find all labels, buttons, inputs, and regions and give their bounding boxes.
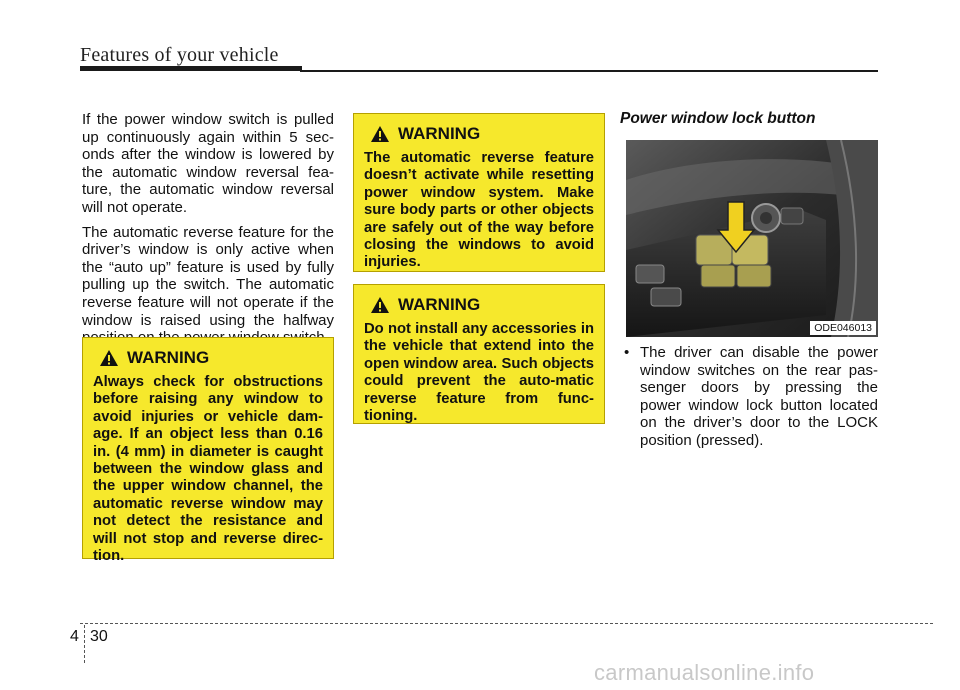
warning-box-obstructions — [82, 337, 334, 565]
header-title: Features of your vehicle — [80, 44, 279, 66]
watermark: carmanualsonline.info — [594, 660, 815, 685]
warning-header — [370, 295, 594, 315]
bullet-dot: • — [624, 344, 630, 361]
lock-button-bullet — [624, 344, 878, 450]
bullet-text: The driver can disable the power window switches on the rear pas-senger doors by pressing the power window lock button located on the driver’s door to the LOCK position (pressed). — [640, 344, 878, 449]
warning-text: The automatic reverse feature doesn’t activate while resetting power window system. Make sure body parts or other objects are safely out of the way before closing the windows to avoid injuries. — [364, 150, 594, 271]
page-number: 30 — [90, 628, 108, 645]
warning-triangle-icon — [370, 125, 390, 143]
image-code-label: ODE046013 — [810, 321, 876, 335]
warning-text: Do not install any accessories in the vehicle that extend into the open window area. Such objects could prevent the auto-matic reverse feature from func-tioning. — [364, 321, 594, 425]
warning-title: WARNING — [398, 295, 481, 314]
paragraph-auto-reverse-timeout: If the power window switch is pulled up continuously again within 5 sec-onds after the window is lowered by the automatic window reversal fea-ture, the automatic window reversal will not operate. — [82, 111, 334, 216]
warning-header — [99, 348, 323, 368]
header-rule-thick — [80, 66, 302, 71]
warning-box-accessories — [353, 284, 605, 424]
warning-text: Always check for obstructions before raising any window to avoid injuries or vehicle dam-age. If an object less than 0.16 in. (4 mm) in diameter is caught between the window glass and the upper window channel, the automatic reverse window may not detect the resistance and will not stop and reverse direc-tion. — [93, 374, 323, 565]
footer-rule — [80, 623, 933, 624]
chapter-number: 4 — [70, 628, 79, 645]
warning-box-resetting — [353, 113, 605, 272]
section-title: Power window lock button — [620, 110, 816, 127]
footer-divider — [84, 625, 85, 663]
header-rule-thin — [300, 70, 878, 72]
door-switch-illustration — [626, 140, 878, 337]
paragraph-auto-reverse-driver: The automatic reverse feature for the driver’s window is only active when the “auto up” feature is used by fully pulling up the switch. The automatic reverse feature will not operate if the window is raised using the halfway — [82, 223, 334, 329]
warning-triangle-icon — [99, 349, 119, 367]
column-1-text — [82, 111, 334, 354]
warning-header — [370, 124, 594, 144]
warning-title: WARNING — [127, 348, 210, 367]
warning-triangle-icon — [370, 296, 390, 314]
warning-title: WARNING — [398, 124, 481, 143]
door-switch-photo — [626, 140, 878, 337]
